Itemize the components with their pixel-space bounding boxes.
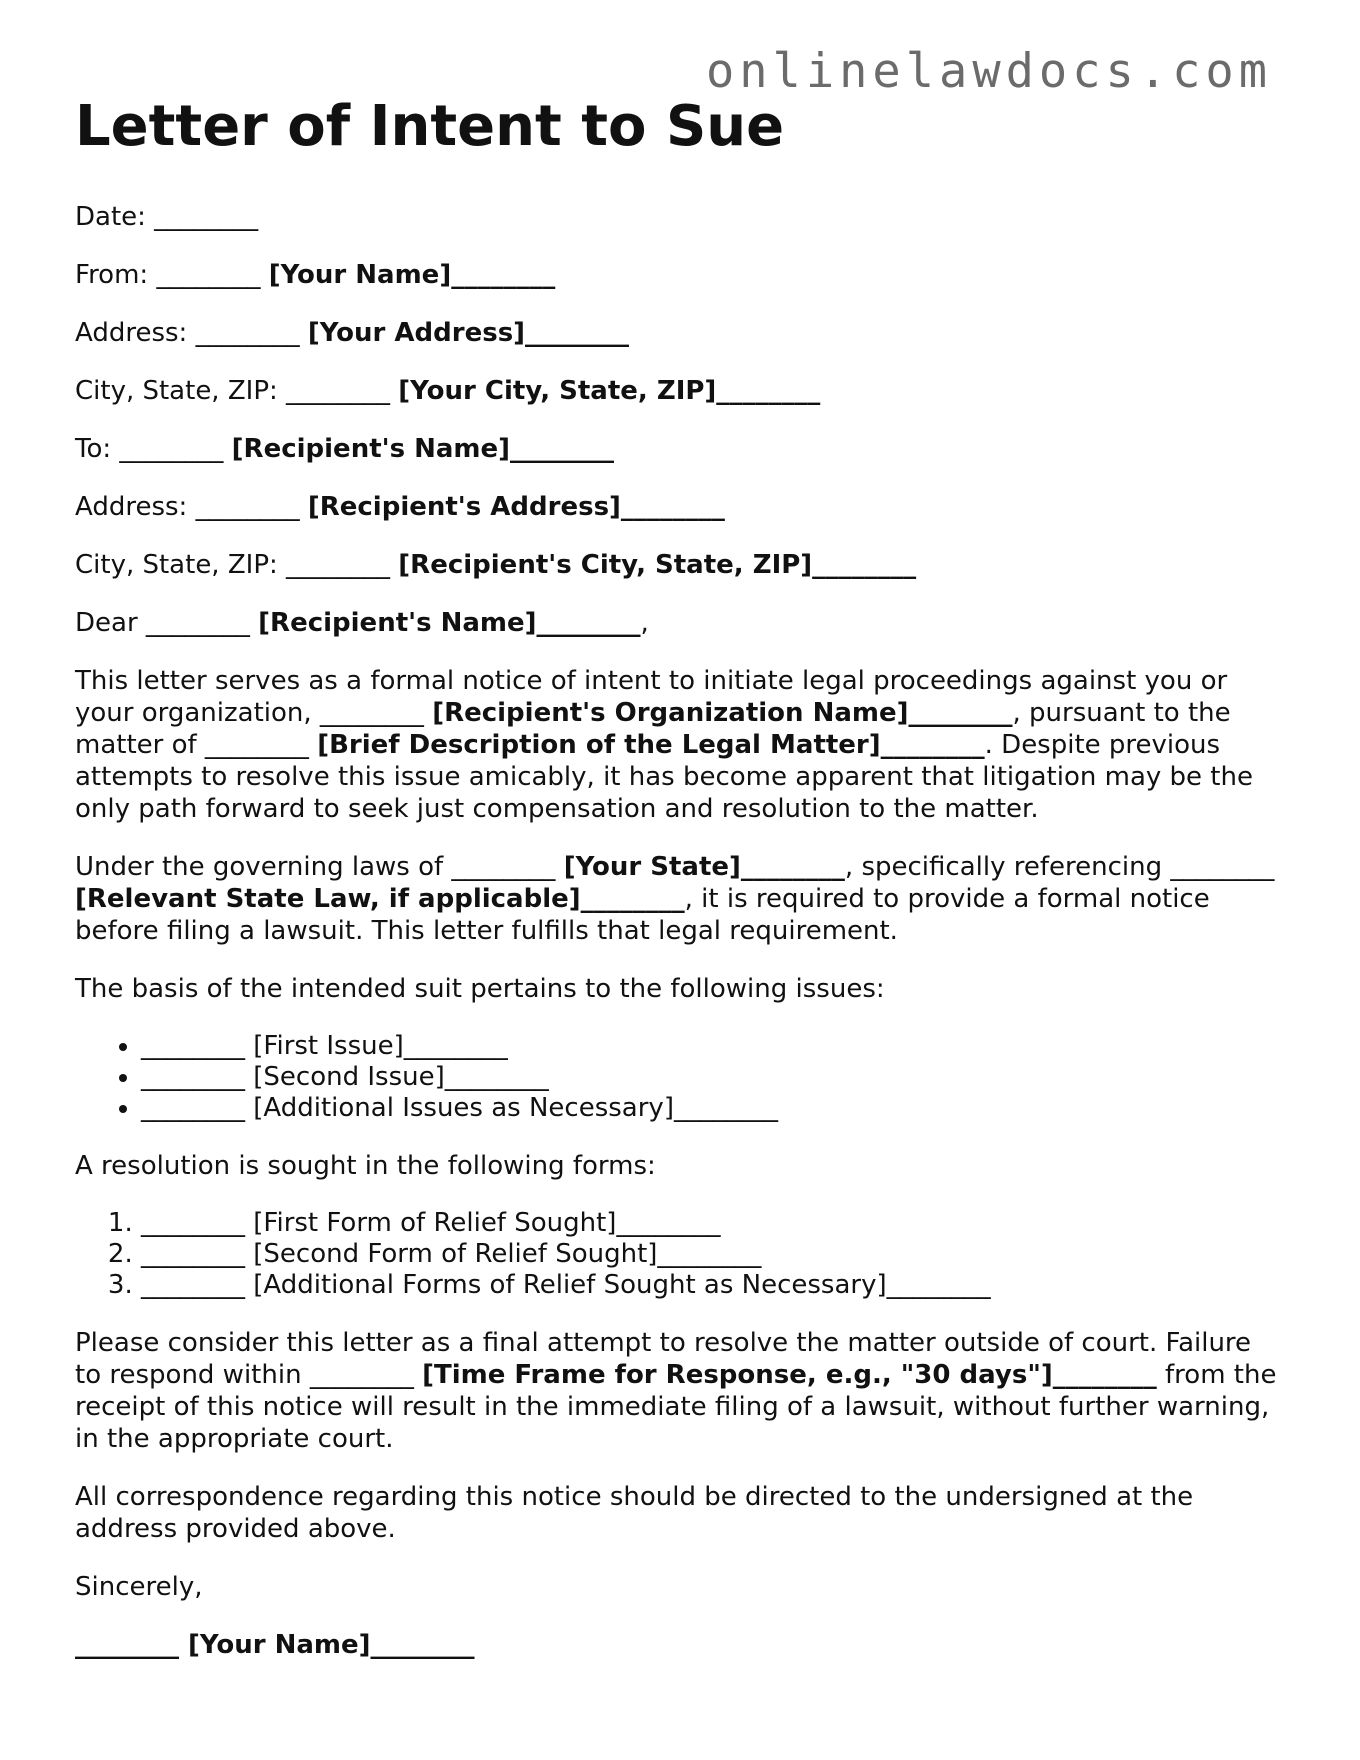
text-run: , it is required to provide a formal notice before filing a lawsuit. This letter fulfills that legal requirement. [75,884,1210,946]
document-title: Letter of Intent to Sue [75,94,785,159]
field-label: Date: [75,202,146,232]
field-placeholder: [Relevant State Law, if applicable]________ [75,884,685,914]
field-suffix: , [640,608,649,638]
text-run: , specifically referencing ________ [844,852,1275,882]
field-blank: ________ [145,202,259,232]
field-label: Address: [75,492,188,522]
field-placeholder: [Recipient's City, State, ZIP]________ [398,550,917,580]
field-blank: ________ [277,550,399,580]
field-placeholder: [Recipient's Name]________ [231,434,615,464]
signature-line [75,1629,1285,1661]
field-placeholder: [Your City, State, ZIP]________ [398,376,821,406]
signature-placeholder: ________ [Your Name]________ [75,1630,475,1660]
field-blank: ________ [187,492,308,522]
salutation-line [75,607,1285,639]
list-item: • ________ [First Issue]________ [141,1031,1285,1062]
field-placeholder: [Your Name]________ [268,260,556,290]
list-item: • ________ [Additional Issues as Necessary]________ [141,1093,1285,1124]
text-run: Under the governing laws of ________ [75,852,564,882]
field-blank: ________ [137,608,259,638]
field-blank: ________ [187,318,308,348]
sender-address-line [75,317,1285,349]
list-item: 3. ________ [Additional Forms of Relief Sought as Necessary]________ [141,1270,1285,1301]
field-placeholder: [Your Address]________ [307,318,630,348]
to-line [75,433,1285,465]
field-blank: ________ [148,260,269,290]
sender-city-line [75,375,1285,407]
letter-body [75,92,1285,1687]
final-attempt-paragraph [75,1327,1285,1455]
list-item: • ________ [Second Issue]________ [141,1062,1285,1093]
field-placeholder: [Recipient's Name]________ [258,608,641,638]
text-run: This letter serves as a formal notice of intent to initiate legal proceedings against you or your organization, ________ [75,666,1228,728]
field-placeholder: [Recipient's Address]________ [307,492,725,522]
field-label: City, State, ZIP: [75,550,278,580]
text-run: Please consider this letter as a final attempt to resolve the matter outside of court. Failure to respond within ________ [75,1328,1252,1390]
recipient-address-line [75,491,1285,523]
list-item: 1. ________ [First Form of Relief Sought]________ [141,1208,1285,1239]
field-placeholder: [Time Frame for Response, e.g., "30 days"]________ [422,1360,1157,1390]
recipient-city-line [75,549,1285,581]
relief-list [75,1208,1285,1301]
notice-paragraph [75,665,1285,825]
site-watermark: onlinelawdocs.com [705,44,1272,99]
date-line [75,201,1285,233]
governing-law-paragraph [75,851,1285,947]
from-line [75,259,1285,291]
field-label: City, State, ZIP: [75,376,278,406]
field-label: To: [75,434,112,464]
closing: Sincerely, [75,1572,203,1602]
field-placeholder: [Recipient's Organization Name]________ [432,698,1013,728]
field-label: From: [75,260,149,290]
field-label: Dear [75,608,138,638]
field-placeholder: [Your State]________ [563,852,845,882]
field-placeholder: [Brief Description of the Legal Matter]________ [317,730,985,760]
field-blank: ________ [277,376,399,406]
list-item: 2. ________ [Second Form of Relief Sought]________ [141,1239,1285,1270]
correspondence-paragraph: All correspondence regarding this notice should be directed to the undersigned at the address provided above. [75,1482,1194,1544]
text-run: from the receipt of this notice will result in the immediate filing of a lawsuit, without further warning, in the appropriate court. [75,1360,1277,1454]
text-run: . Despite previous attempts to resolve this issue amicably, it has become apparent that litigation may be the only path forward to seek just compensation and resolution to the matter. [75,730,1253,824]
field-blank: ________ [111,434,232,464]
field-label: Address: [75,318,188,348]
issues-intro: The basis of the intended suit pertains to the following issues: [75,974,885,1004]
relief-intro: A resolution is sought in the following forms: [75,1151,656,1181]
issues-list [75,1031,1285,1124]
text-run: , pursuant to the matter of ________ [75,698,1231,760]
